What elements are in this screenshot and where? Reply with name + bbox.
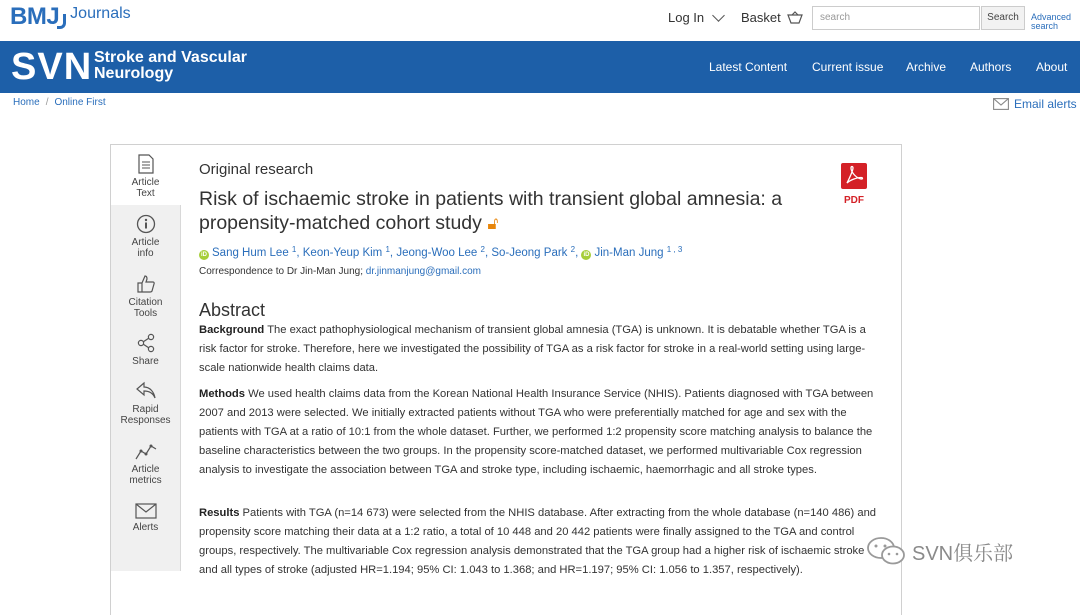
nav-authors[interactable]: Authors: [970, 60, 1012, 74]
pdf-label: PDF: [844, 195, 864, 206]
sidenav-article-metrics-line1: Article: [131, 464, 160, 475]
login-button[interactable]: [668, 10, 723, 25]
sidenav-article-info-line2: info: [137, 248, 154, 259]
sidenav-citation-tools[interactable]: [111, 274, 180, 319]
abstract-methods: [199, 385, 877, 480]
sidenav-rapid-responses[interactable]: [111, 381, 180, 426]
abstract-results: [199, 504, 877, 580]
thumbs-up-icon: [136, 274, 156, 294]
nav-latest-content[interactable]: Latest Content: [709, 60, 788, 74]
chevron-down-icon: [712, 9, 725, 22]
methods-label: Methods: [199, 388, 245, 400]
advanced-search-line1: Advanced: [1031, 12, 1072, 22]
journal-name[interactable]: [94, 50, 247, 82]
login-label: Log In: [668, 10, 705, 25]
advanced-search-link[interactable]: [1031, 13, 1076, 31]
results-label: Results: [199, 507, 240, 519]
bmj-journals-logo[interactable]: [10, 2, 131, 36]
article-card: [110, 144, 902, 615]
author-link[interactable]: [396, 247, 485, 259]
author-affiliation: 2: [480, 245, 485, 254]
reply-icon: [135, 381, 157, 401]
wechat-watermark: [866, 536, 1013, 566]
sidenav-article-text[interactable]: [111, 145, 181, 205]
search-input[interactable]: [812, 6, 980, 30]
sidenav-article-info-line1: Article: [131, 237, 160, 248]
breadcrumb: [13, 97, 106, 108]
document-icon: [138, 154, 154, 174]
author-link[interactable]: [581, 247, 682, 259]
sidenav-citation-tools-line1: Citation: [128, 297, 163, 308]
pdf-icon: [841, 163, 867, 189]
author-link[interactable]: [491, 247, 575, 259]
author-name: So-Jeong Park: [491, 247, 568, 259]
breadcrumb-home[interactable]: Home: [13, 97, 40, 108]
sidenav-article-info[interactable]: [111, 214, 180, 259]
author-affiliation: 1: [385, 245, 390, 254]
author-link[interactable]: [303, 247, 390, 259]
author-affiliation: 1 , 3: [666, 245, 683, 254]
sidenav-article-text-line2: Text: [136, 188, 155, 199]
search-placeholder: search: [820, 12, 851, 23]
journal-name-line2: Neurology: [94, 65, 174, 82]
email-alerts-link[interactable]: [993, 97, 1077, 111]
article-title: [199, 187, 819, 236]
sidenav-rapid-responses-line2: Responses: [120, 415, 171, 426]
logo-hook-icon: [57, 14, 66, 29]
abstract-background: [199, 321, 877, 378]
breadcrumb-separator: /: [45, 97, 49, 108]
sidenav-alerts[interactable]: [111, 503, 180, 533]
envelope-icon: [135, 503, 157, 519]
nav-about[interactable]: About: [1036, 60, 1068, 74]
sidenav-rapid-responses-line1: Rapid: [132, 404, 159, 415]
journal-abbrev-logo[interactable]: SVN: [11, 46, 93, 88]
nav-current-issue[interactable]: Current issue: [812, 60, 884, 74]
background-label: Background: [199, 324, 265, 336]
advanced-search-line2: search: [1031, 21, 1059, 31]
logo-journals-text: Journals: [70, 5, 131, 22]
breadcrumb-online-first[interactable]: Online First: [54, 97, 106, 108]
watermark-text: SVN俱乐部: [912, 542, 1014, 565]
correspondence-email-link[interactable]: dr.jinmanjung@gmail.com: [365, 266, 481, 277]
article-sidenav: [111, 145, 181, 571]
sidenav-share-line1: Share: [132, 356, 159, 367]
basket-icon: [787, 11, 803, 25]
article-type: Original research: [199, 161, 314, 178]
author-name: Jin-Man Jung: [594, 247, 664, 259]
open-access-icon: 🔓︎: [487, 214, 499, 233]
nav-archive[interactable]: Archive: [906, 60, 947, 74]
sidenav-article-metrics[interactable]: [111, 441, 180, 486]
sidenav-article-text-line1: Article: [131, 177, 160, 188]
search-button[interactable]: Search: [981, 6, 1025, 30]
article-title-text: Risk of ischaemic stroke in patients with transient global amnesia: a propensity-matched cohort study: [199, 188, 783, 234]
wechat-icon: [866, 536, 906, 566]
background-text: The exact pathophysiological mechanism of transient global amnesia (TGA) is unknown. It is debatable whether TGA is a risk factor for stroke. Therefore, here we investigated the possibility of TGA as a risk factor for stroke in a real-world setting using large-scale nationwide health claims data.: [199, 324, 866, 374]
email-alerts-label: Email alerts: [1014, 97, 1077, 111]
orcid-icon[interactable]: iD: [583, 252, 590, 258]
envelope-icon: [993, 98, 1009, 110]
author-list: iD Sang Hum Lee $^1$, Keon-Yeup Kim $^1$, Jeong-Woo Lee $^2$, So-Jeong Park $^2$, iD Jin-Man Jung $^{1 , 3}$: [201, 245, 683, 259]
correspondence: [199, 266, 481, 277]
top-bar: [0, 0, 1080, 41]
pdf-download-button[interactable]: [839, 163, 869, 206]
methods-text: We used health claims data from the Korean National Health Insurance Service (NHIS). Patients diagnosed with TGA between 2007 and 2013 were selected. We initially extracted patients without TGA who were preferentially matched for age and sex with the patients with TGA at a ratio of 10:1 from the whole dataset. Further, we performed 1:2 propensity score matching analysis to balance the baseline characteristics between the two groups. In the propensity score-matched dataset, we performed multivariable Cox regression analysis to investigate the association between TGA and stroke type, including ischaemic, haemorrhagic and all stroke types.: [199, 388, 874, 476]
author-affiliation: 1: [291, 245, 297, 254]
orcid-icon[interactable]: iD: [201, 252, 207, 258]
logo-bmj-text: BMJ: [10, 3, 60, 30]
basket-button[interactable]: [741, 10, 803, 25]
sidenav-citation-tools-line2: Tools: [133, 308, 158, 319]
journal-navbar: [0, 41, 1080, 93]
info-icon: [136, 214, 156, 234]
metrics-chart-icon: [135, 441, 157, 461]
sidenav-share[interactable]: [111, 333, 180, 367]
author-name: Keon-Yeup Kim: [302, 247, 383, 259]
author-name: Sang Hum Lee: [212, 247, 289, 259]
author-affiliation: 2: [570, 245, 576, 254]
author-name: Jeong-Woo Lee: [396, 247, 478, 259]
author-link[interactable]: [199, 247, 296, 259]
share-icon: [136, 333, 156, 353]
abstract-heading: Abstract: [199, 300, 266, 320]
journal-name-line1: Stroke and Vascular: [94, 49, 247, 66]
basket-label: Basket: [741, 10, 781, 25]
results-text: Patients with TGA (n=14 673) were selected from the NHIS database. After extracting from the whole database (n=140 486) and propensity score matching their data at a 1:2 ratio, a total of 10 448 and 20 442 patients were finally assigned to the TGA and control groups, respectively. The multivariable Cox regression analysis demonstrated that the TGA group had a higher risk of ischaemic stroke and all types of stroke (adjusted HR=1.194; 95% CI: 1.043 to 1.368; and HR=1.197; 95% CI: 1.056 to 1.357, respectively).: [199, 507, 877, 576]
correspondence-prefix: Correspondence to Dr Jin-Man Jung;: [199, 266, 363, 277]
sidenav-article-metrics-line2: metrics: [129, 475, 162, 486]
sidenav-alerts-line1: Alerts: [132, 522, 159, 533]
